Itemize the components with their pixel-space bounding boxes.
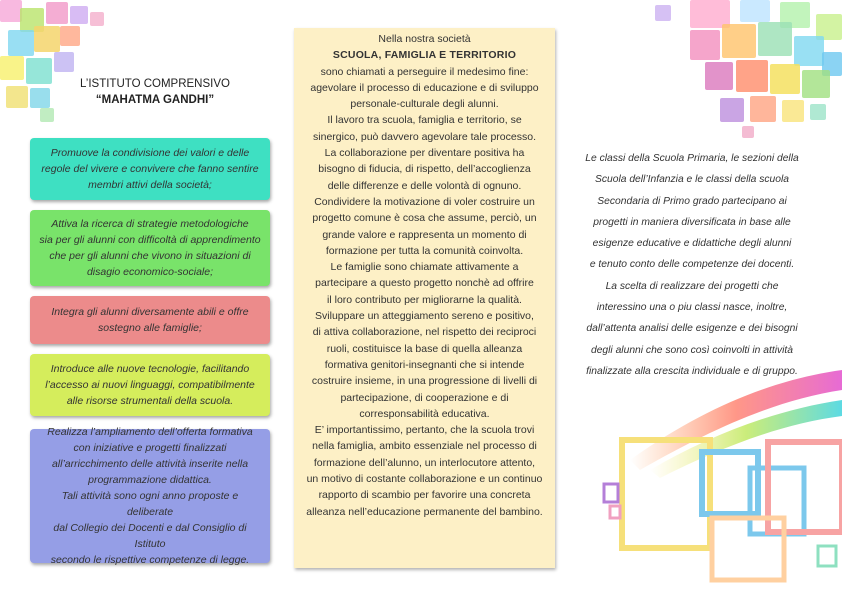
bottom-right-frames-decoration (590, 350, 842, 595)
middle-text-line: formazione per tutta la comunità coinvolta. (325, 244, 524, 257)
middle-text-line: partecipazione, di cooperazione e di (340, 391, 509, 404)
middle-text-line: Le famiglie sono chiamate attivamente a (330, 261, 519, 274)
top-right-mosaic-decoration (650, 0, 842, 140)
right-text-line: interessino una o piu classi nasce, inoltre, (596, 302, 788, 314)
middle-panel (294, 28, 555, 568)
middle-text-line: E’ importantissimo, pertanto, che la scuola trovi (314, 424, 535, 437)
goal-box-text: Integra gli alunni diversamente abili e offre sostegno alle famiglie; (51, 306, 249, 334)
goal-box-projects (30, 426, 270, 566)
middle-text-line: costruire insieme, in una progressione di livelli di (311, 375, 538, 388)
middle-text-line: personale-culturale degli alunni. (350, 98, 499, 111)
right-text-line: finalizzate alla crescita individuale e di gruppo. (586, 365, 798, 377)
middle-text-line: formativa genitori-insegnanti che si intende (324, 358, 525, 371)
right-text-line: degli alunni che sono così coinvolti in attività (590, 344, 794, 356)
middle-heading: SCUOLA, FAMIGLIA E TERRITORIO (332, 49, 517, 62)
goal-box-text: Realizza l’ampliamento dell’offerta formativa con iniziative e progetti finalizzati all’arricchimento delle attività inserite nella programmazione didattica. Tali attività sono ogni anno proposte e deliberate dal Collegio dei Docenti e dal Consiglio di Istituto secondo le rispettive competenze di legge. (47, 426, 253, 566)
middle-text-line: bisogno di fiducia, di rispetto, dell’accoglienza (318, 163, 531, 176)
middle-text-line: Nella nostra società (378, 33, 471, 45)
right-text-block (572, 148, 812, 382)
middle-text-line: ruoli, costituisce la base di quella alleanza (326, 342, 523, 355)
middle-text-line: partecipare a questo progetto nonchè ad offrire (315, 277, 534, 290)
right-text-line: La scelta di realizzare dei progetti che (605, 280, 779, 292)
right-text-line: progetti in maniera diversificata in base alle (593, 216, 791, 228)
middle-text-line: un motivo di costante collaborazione e un continuo (306, 473, 543, 486)
right-text-line: e tenuto conto delle competenze dei docenti. (589, 259, 795, 271)
goal-box-integration (30, 296, 270, 344)
middle-text-line: corresponsabilità educativa. (359, 407, 490, 420)
goal-box-text: Introduce alle nuove tecnologie, facilitando l’accesso ai nuovi linguaggi, compatibilmente alle risorse strumentali della scuola. (45, 363, 255, 407)
middle-text-line: grande valore e rappresenta un momento di (322, 228, 527, 241)
right-text-line: esigenze educative e didattiche degli alunni (592, 238, 792, 250)
middle-text-line: alleanza nell’educazione permanente del bambino. (306, 505, 543, 518)
right-text-line: Scuola dell’Infanzia e le classi della scuola (594, 174, 790, 186)
goal-box-technology (30, 354, 270, 416)
right-text-line: Secondaria di Primo grado partecipano ai (597, 195, 787, 207)
goal-box-text: Promuove la condivisione dei valori e delle regole del vivere e convivere che fanno sentire membri attivi della società; (41, 147, 259, 191)
middle-text-line: delle differenze e delle volontà di ognuno. (327, 179, 522, 192)
school-title (60, 76, 250, 108)
middle-text-line: formazione dell’alunno, un interlocutore attento, (313, 456, 536, 469)
middle-text-line: Condividere la motivazione di voler costruire un (314, 195, 535, 208)
middle-text-line: di attiva collaborazione, nel rispetto dei reciproci (312, 326, 537, 339)
middle-text-line: sono chiamati a perseguire il medesimo fine: (320, 65, 529, 78)
middle-text-line: sinergico, può davvero agevolare tale processo. (313, 130, 536, 143)
middle-text-line: Sviluppare un atteggiamento sereno e positivo, (315, 310, 534, 323)
goal-box-research (30, 210, 270, 286)
goal-box-text: Attiva la ricerca di strategie metodologiche sia per gli alunni con difficoltà di apprendimento che per gli alunni che vivono in situazioni di disagio economico-sociale; (39, 218, 261, 278)
middle-text-line: Il lavoro tra scuola, famiglia e territorio, se (327, 114, 522, 127)
middle-text-line: agevolare il processo di educazione e di sviluppo (310, 81, 539, 94)
goal-box-values (30, 138, 270, 200)
right-text-line: Le classi della Scuola Primaria, le sezioni della (585, 153, 799, 164)
right-text-line: dall’attenta analisi delle esigenze e dei bisogni (586, 323, 798, 335)
middle-text-line: La collaborazione per diventare positiva ha (324, 147, 525, 160)
middle-text-line: progetto comune è cosa che assume, perciò, un (312, 212, 537, 225)
middle-text-line: il loro contributo per migliorarne la qualità. (327, 293, 522, 306)
school-title-line2: “MAHATMA GANDHI” (95, 94, 215, 106)
middle-text-line: nella famiglia, ambito essenziale nel processo di (312, 440, 537, 453)
middle-text-line: rapporto di scambio per favorire una concreta (318, 489, 531, 502)
school-title-line1: L’ISTITUTO COMPRENSIVO (80, 78, 230, 90)
